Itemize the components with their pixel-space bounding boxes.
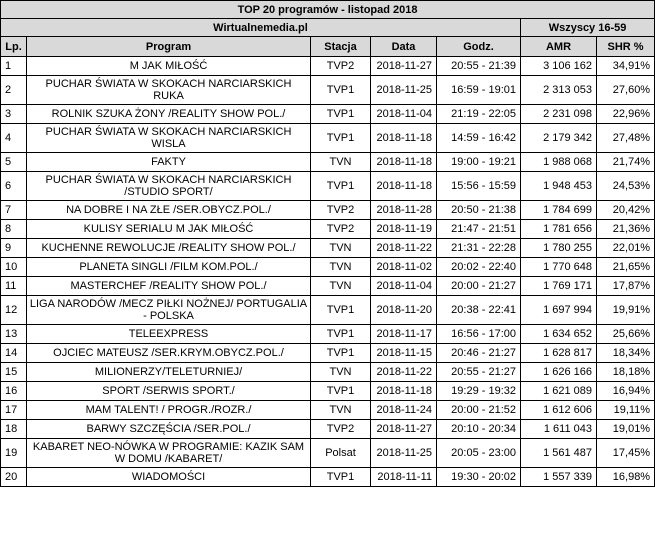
cell-data: 2018-11-04 [371, 105, 437, 124]
cell-data: 2018-11-27 [371, 57, 437, 76]
cell-stacja: TVP2 [311, 220, 371, 239]
cell-lp: 18 [1, 420, 27, 439]
cell-shr: 19,91% [597, 296, 655, 325]
cell-godz: 19:29 - 19:32 [437, 382, 521, 401]
cell-godz: 20:02 - 22:40 [437, 258, 521, 277]
cell-amr: 1 988 068 [521, 153, 597, 172]
cell-program: KULISY SERIALU M JAK MIŁOŚĆ [27, 220, 311, 239]
table-row [1, 382, 655, 401]
table-row [1, 401, 655, 420]
cell-godz: 20:05 - 23:00 [437, 439, 521, 468]
cell-program: TELEEXPRESS [27, 325, 311, 344]
cell-program: ROLNIK SZUKA ŻONY /REALITY SHOW POL./ [27, 105, 311, 124]
cell-shr: 24,53% [597, 172, 655, 201]
cell-program: BARWY SZCZĘŚCIA /SER.POL./ [27, 420, 311, 439]
cell-amr: 1 557 339 [521, 468, 597, 487]
table-row [1, 258, 655, 277]
cell-stacja: TVP2 [311, 201, 371, 220]
cell-program: MASTERCHEF /REALITY SHOW POL./ [27, 277, 311, 296]
cell-program: LIGA NARODÓW /MECZ PIŁKI NOŻNEJ/ PORTUGALIA - POLSKA [27, 296, 311, 325]
cell-shr: 21,65% [597, 258, 655, 277]
cell-stacja: TVP1 [311, 124, 371, 153]
cell-stacja: Polsat [311, 439, 371, 468]
cell-godz: 19:00 - 19:21 [437, 153, 521, 172]
table-row [1, 325, 655, 344]
table-row [1, 277, 655, 296]
cell-amr: 2 313 053 [521, 76, 597, 105]
cell-amr: 1 697 994 [521, 296, 597, 325]
cell-amr: 1 561 487 [521, 439, 597, 468]
cell-data: 2018-11-02 [371, 258, 437, 277]
cell-stacja: TVN [311, 239, 371, 258]
cell-lp: 17 [1, 401, 27, 420]
cell-godz: 21:47 - 21:51 [437, 220, 521, 239]
table-row [1, 468, 655, 487]
cell-data: 2018-11-18 [371, 382, 437, 401]
cell-amr: 1 770 648 [521, 258, 597, 277]
cell-stacja: TVP1 [311, 344, 371, 363]
header-program: Program [27, 37, 311, 57]
cell-godz: 20:55 - 21:27 [437, 363, 521, 382]
cell-stacja: TVP1 [311, 468, 371, 487]
cell-shr: 19,01% [597, 420, 655, 439]
cell-program: PUCHAR ŚWIATA W SKOKACH NARCIARSKICH RUKA [27, 76, 311, 105]
cell-shr: 21,74% [597, 153, 655, 172]
cell-data: 2018-11-18 [371, 124, 437, 153]
cell-shr: 17,45% [597, 439, 655, 468]
cell-amr: 1 634 652 [521, 325, 597, 344]
cell-stacja: TVN [311, 363, 371, 382]
cell-stacja: TVP1 [311, 296, 371, 325]
cell-shr: 34,91% [597, 57, 655, 76]
cell-data: 2018-11-27 [371, 420, 437, 439]
cell-lp: 3 [1, 105, 27, 124]
table-row [1, 439, 655, 468]
source-label: Wirtualnemedia.pl [1, 19, 521, 37]
cell-stacja: TVN [311, 277, 371, 296]
header-stacja: Stacja [311, 37, 371, 57]
cell-shr: 17,87% [597, 277, 655, 296]
cell-amr: 1 612 606 [521, 401, 597, 420]
cell-lp: 6 [1, 172, 27, 201]
table-row [1, 363, 655, 382]
cell-godz: 21:31 - 22:28 [437, 239, 521, 258]
cell-stacja: TVN [311, 258, 371, 277]
cell-data: 2018-11-28 [371, 201, 437, 220]
cell-data: 2018-11-25 [371, 76, 437, 105]
cell-data: 2018-11-19 [371, 220, 437, 239]
table-row [1, 172, 655, 201]
cell-amr: 1 948 453 [521, 172, 597, 201]
header-lp: Lp. [1, 37, 27, 57]
cell-shr: 21,36% [597, 220, 655, 239]
cell-shr: 18,34% [597, 344, 655, 363]
cell-program: M JAK MIŁOŚĆ [27, 57, 311, 76]
cell-lp: 2 [1, 76, 27, 105]
cell-data: 2018-11-22 [371, 363, 437, 382]
cell-data: 2018-11-15 [371, 344, 437, 363]
cell-godz: 21:19 - 22:05 [437, 105, 521, 124]
cell-stacja: TVN [311, 401, 371, 420]
cell-shr: 25,66% [597, 325, 655, 344]
cell-amr: 1 769 171 [521, 277, 597, 296]
cell-godz: 20:38 - 22:41 [437, 296, 521, 325]
cell-amr: 2 179 342 [521, 124, 597, 153]
cell-stacja: TVP1 [311, 105, 371, 124]
cell-program: KABARET NEO-NÓWKA W PROGRAMIE: KAZIK SAM W DOMU /KABARET/ [27, 439, 311, 468]
cell-lp: 19 [1, 439, 27, 468]
cell-godz: 16:56 - 17:00 [437, 325, 521, 344]
cell-lp: 12 [1, 296, 27, 325]
cell-lp: 10 [1, 258, 27, 277]
cell-lp: 13 [1, 325, 27, 344]
cell-amr: 1 781 656 [521, 220, 597, 239]
cell-stacja: TVP1 [311, 76, 371, 105]
cell-amr: 2 231 098 [521, 105, 597, 124]
cell-program: PLANETA SINGLI /FILM KOM.POL./ [27, 258, 311, 277]
cell-data: 2018-11-18 [371, 153, 437, 172]
cell-godz: 20:50 - 21:38 [437, 201, 521, 220]
cell-program: PUCHAR ŚWIATA W SKOKACH NARCIARSKICH WISLA [27, 124, 311, 153]
cell-shr: 22,96% [597, 105, 655, 124]
header-shr: SHR % [597, 37, 655, 57]
cell-program: NA DOBRE I NA ZŁE /SER.OBYCZ.POL./ [27, 201, 311, 220]
cell-amr: 1 784 699 [521, 201, 597, 220]
cell-amr: 1 780 255 [521, 239, 597, 258]
cell-lp: 20 [1, 468, 27, 487]
cell-godz: 16:59 - 19:01 [437, 76, 521, 105]
table-row [1, 124, 655, 153]
cell-shr: 19,11% [597, 401, 655, 420]
cell-shr: 16,98% [597, 468, 655, 487]
table-row [1, 296, 655, 325]
cell-godz: 20:46 - 21:27 [437, 344, 521, 363]
cell-amr: 1 611 043 [521, 420, 597, 439]
cell-stacja: TVP2 [311, 420, 371, 439]
header-data: Data [371, 37, 437, 57]
cell-lp: 5 [1, 153, 27, 172]
table-row [1, 201, 655, 220]
table-title: TOP 20 programów - listopad 2018 [1, 1, 655, 19]
header-amr: AMR [521, 37, 597, 57]
cell-lp: 9 [1, 239, 27, 258]
cell-lp: 7 [1, 201, 27, 220]
table-row [1, 420, 655, 439]
table-row [1, 220, 655, 239]
cell-stacja: TVP1 [311, 172, 371, 201]
table-row [1, 344, 655, 363]
cell-lp: 8 [1, 220, 27, 239]
table-row [1, 76, 655, 105]
table-row [1, 239, 655, 258]
cell-program: MILIONERZY/TELETURNIEJ/ [27, 363, 311, 382]
cell-shr: 27,48% [597, 124, 655, 153]
cell-lp: 16 [1, 382, 27, 401]
cell-stacja: TVN [311, 153, 371, 172]
cell-data: 2018-11-11 [371, 468, 437, 487]
cell-shr: 27,60% [597, 76, 655, 105]
cell-stacja: TVP1 [311, 325, 371, 344]
cell-program: KUCHENNE REWOLUCJE /REALITY SHOW POL./ [27, 239, 311, 258]
cell-data: 2018-11-18 [371, 172, 437, 201]
table-row [1, 153, 655, 172]
cell-shr: 20,42% [597, 201, 655, 220]
cell-godz: 20:55 - 21:39 [437, 57, 521, 76]
cell-data: 2018-11-04 [371, 277, 437, 296]
cell-amr: 1 626 166 [521, 363, 597, 382]
cell-godz: 20:00 - 21:52 [437, 401, 521, 420]
cell-program: WIADOMOŚCI [27, 468, 311, 487]
audience-label: Wszyscy 16-59 [521, 19, 655, 37]
cell-lp: 1 [1, 57, 27, 76]
cell-program: OJCIEC MATEUSZ /SER.KRYM.OBYCZ.POL./ [27, 344, 311, 363]
cell-program: FAKTY [27, 153, 311, 172]
cell-godz: 20:10 - 20:34 [437, 420, 521, 439]
cell-amr: 1 628 817 [521, 344, 597, 363]
cell-data: 2018-11-17 [371, 325, 437, 344]
cell-amr: 3 106 162 [521, 57, 597, 76]
table-row [1, 57, 655, 76]
cell-lp: 4 [1, 124, 27, 153]
cell-amr: 1 621 089 [521, 382, 597, 401]
cell-program: PUCHAR ŚWIATA W SKOKACH NARCIARSKICH /STUDIO SPORT/ [27, 172, 311, 201]
cell-godz: 14:59 - 16:42 [437, 124, 521, 153]
cell-lp: 14 [1, 344, 27, 363]
cell-data: 2018-11-25 [371, 439, 437, 468]
cell-lp: 11 [1, 277, 27, 296]
cell-stacja: TVP1 [311, 382, 371, 401]
cell-data: 2018-11-20 [371, 296, 437, 325]
cell-shr: 22,01% [597, 239, 655, 258]
cell-godz: 15:56 - 15:59 [437, 172, 521, 201]
cell-godz: 20:00 - 21:27 [437, 277, 521, 296]
table-row [1, 105, 655, 124]
cell-program: MAM TALENT! / PROGR./ROZR./ [27, 401, 311, 420]
cell-shr: 16,94% [597, 382, 655, 401]
cell-shr: 18,18% [597, 363, 655, 382]
header-godz: Godz. [437, 37, 521, 57]
cell-data: 2018-11-24 [371, 401, 437, 420]
cell-data: 2018-11-22 [371, 239, 437, 258]
cell-stacja: TVP2 [311, 57, 371, 76]
cell-program: SPORT /SERWIS SPORT./ [27, 382, 311, 401]
cell-lp: 15 [1, 363, 27, 382]
cell-godz: 19:30 - 20:02 [437, 468, 521, 487]
